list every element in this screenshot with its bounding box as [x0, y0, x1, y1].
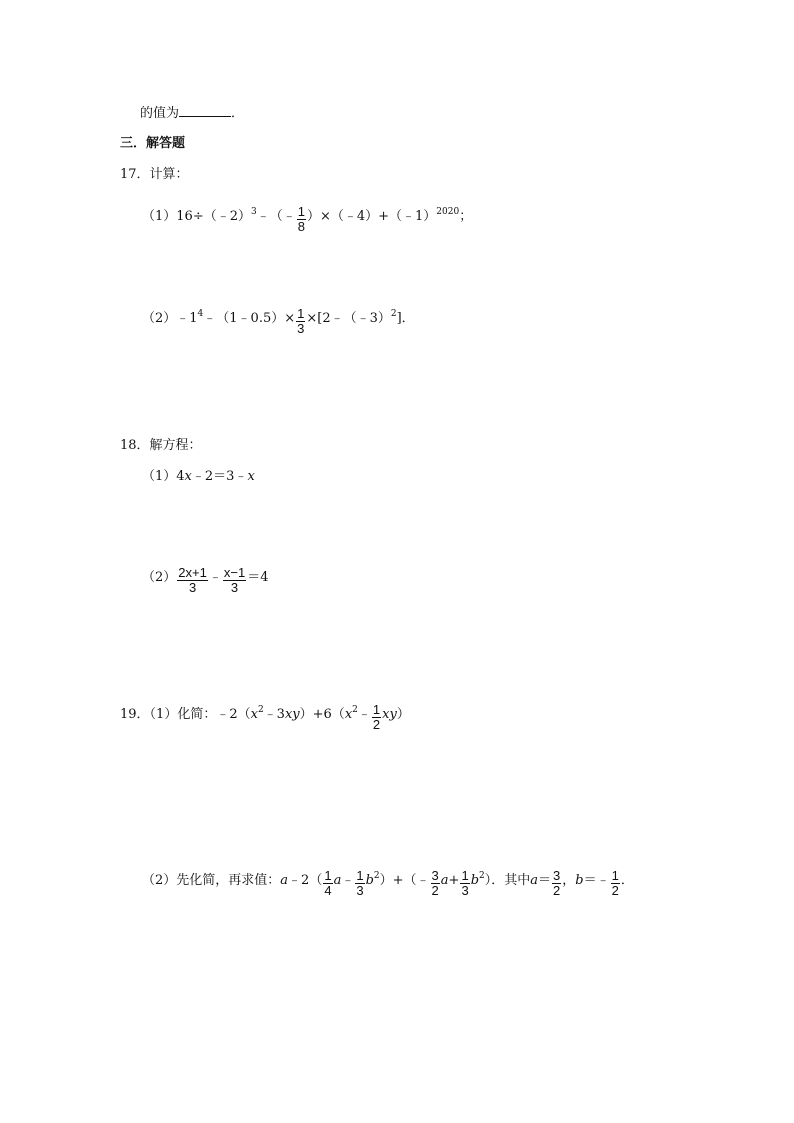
fraction-denominator: 3	[356, 883, 364, 898]
q18-title: 18．解方程：	[120, 438, 202, 453]
fraction-denominator: 2	[431, 883, 439, 898]
q17-p2-c: ×[2﹣（﹣3）	[306, 311, 391, 326]
fraction	[323, 869, 332, 898]
q17-part2	[142, 304, 415, 336]
fraction-numerator: 1	[324, 868, 332, 883]
q19-part2	[142, 866, 634, 898]
answer-blank	[179, 104, 231, 117]
var-x: x	[344, 707, 353, 722]
q17-p1-d: ；	[459, 209, 473, 224]
q19-p1-end: ）	[396, 707, 410, 722]
var-x: x	[250, 707, 258, 722]
fraction	[177, 566, 208, 595]
var-b: b	[365, 873, 374, 888]
exp: 2	[257, 705, 264, 715]
fraction-numerator: 2x+1	[178, 565, 207, 580]
fraction-numerator: 1	[297, 204, 305, 219]
q18-p1-b: ﹣2＝3﹣	[191, 469, 248, 484]
fraction-numerator: 3	[553, 868, 561, 883]
exp: 2	[373, 871, 380, 881]
var-x: x	[184, 469, 192, 484]
q17-part1	[142, 202, 473, 234]
q19-p2-end: ．	[620, 873, 634, 888]
fraction-numerator: 1	[461, 868, 469, 883]
q16-tail-text: 的值为	[140, 106, 180, 121]
fraction-numerator: 3	[431, 868, 439, 883]
fraction	[223, 566, 246, 595]
q19-p1-a: 19．（1）化简：﹣2（	[120, 707, 251, 722]
fraction	[372, 703, 381, 732]
q19-p1-b: ﹣3	[263, 707, 285, 722]
q17-p2-a: （2）﹣1	[142, 311, 198, 326]
fraction-numerator: x−1	[223, 565, 246, 580]
var-a: a	[280, 873, 289, 888]
fraction	[552, 869, 561, 898]
var-b: b	[470, 873, 480, 888]
fraction-numerator: 1	[372, 702, 381, 717]
q18-p1-a: （1）4	[142, 469, 185, 484]
q17-p2-b: ﹣（1﹣0.5）×	[203, 311, 296, 326]
exp: 2	[479, 871, 485, 881]
var-a: a	[333, 873, 342, 888]
q17-p1-b: ﹣（﹣	[256, 209, 296, 224]
fraction	[297, 205, 306, 234]
var-a: a	[440, 873, 449, 888]
fraction-numerator: 1	[297, 306, 305, 321]
q19-p2-e: ）．其中	[484, 873, 531, 888]
fraction-denominator: 3	[230, 580, 239, 595]
q17-title: 17．计算：	[120, 167, 189, 182]
q18-p2-mid: ﹣	[208, 570, 222, 585]
q18-part1	[142, 469, 255, 485]
q19-p2-d: ）+（﹣	[379, 873, 430, 888]
q19-p1-d: ﹣	[357, 707, 371, 722]
fraction-denominator: 2	[553, 883, 561, 898]
fraction-denominator: 3	[461, 883, 469, 898]
q17-p1-exp1: 3	[250, 207, 257, 217]
fraction	[355, 869, 364, 898]
q17-p1-a: （1）16÷（﹣2）	[142, 209, 251, 224]
q19-part1	[120, 700, 410, 732]
q19-p2-comma: ，	[562, 873, 576, 888]
q17-p2-exp2: 2	[390, 309, 397, 319]
fraction	[611, 869, 620, 898]
q19-p1-c: ）+6（	[299, 707, 345, 722]
section-title: 三．解答题	[120, 136, 186, 151]
fraction-denominator: 2	[372, 717, 381, 732]
fraction-denominator: 3	[297, 321, 305, 336]
var-xy: xy	[382, 707, 397, 722]
fraction-denominator: 2	[611, 883, 619, 898]
fraction-numerator: 1	[356, 868, 364, 883]
exp: 2	[352, 705, 358, 715]
fraction	[296, 307, 305, 336]
q16-tail-end: ．	[231, 106, 245, 121]
q16-tail-line	[140, 104, 244, 122]
var-x: x	[247, 469, 255, 484]
fraction-numerator: 1	[611, 868, 619, 883]
q19-p2-c: ﹣	[341, 873, 355, 888]
fraction-denominator: 4	[324, 883, 332, 898]
var-xy: xy	[284, 707, 300, 722]
q17-p1-c: ）×（﹣4）+（﹣1）	[306, 209, 437, 224]
q19-p2-a: （2）先化简，再求值：	[142, 873, 281, 888]
q17-p1-exp2: 2020	[436, 207, 460, 217]
q18-p2-end: ＝4	[247, 570, 269, 585]
fraction-denominator: 8	[297, 219, 305, 234]
fraction-denominator: 3	[188, 580, 197, 595]
q19-p2-b: ﹣2（	[288, 873, 323, 888]
q18-part2	[142, 563, 269, 595]
var-a: a	[530, 873, 539, 888]
q19-p2-eq2: ＝﹣	[583, 873, 610, 888]
var-b: b	[575, 873, 584, 888]
q18-p2-a: （2）	[142, 570, 177, 585]
fraction	[460, 869, 469, 898]
q19-p2-eq1: ＝	[538, 873, 552, 888]
q17-p2-exp1: 4	[197, 309, 204, 319]
q17-p2-d: ]．	[396, 311, 415, 326]
q19-p2-plus: +	[448, 873, 460, 888]
fraction	[431, 869, 440, 898]
